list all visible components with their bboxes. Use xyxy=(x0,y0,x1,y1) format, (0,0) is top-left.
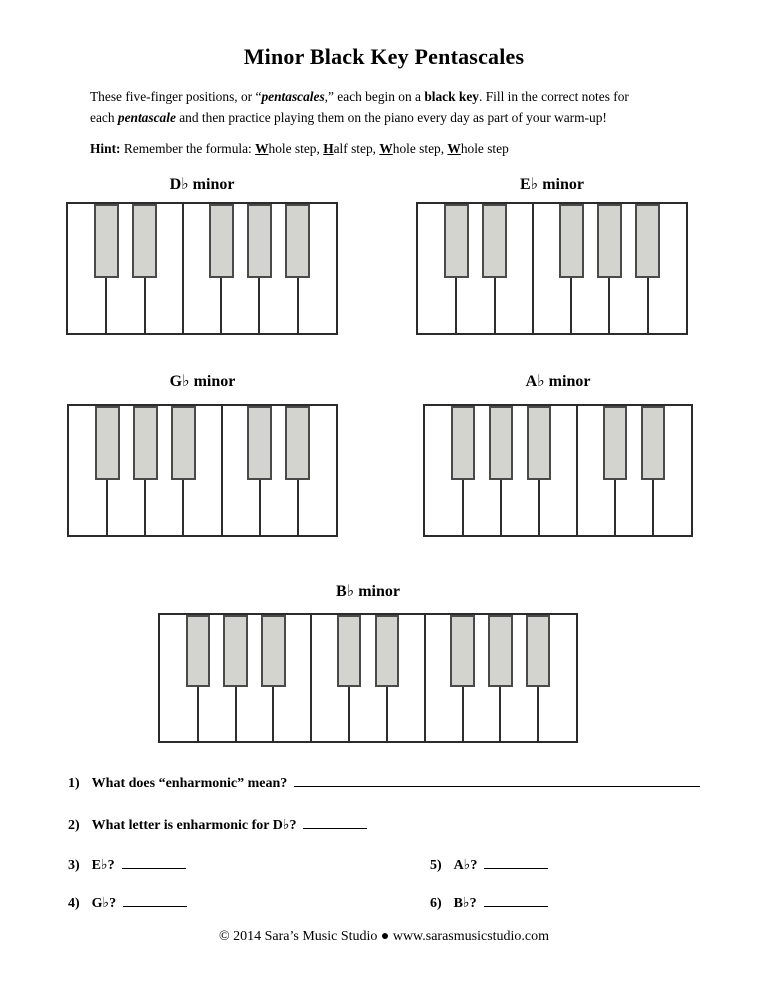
white-key-divider xyxy=(221,406,223,535)
question-number: 2) xyxy=(68,818,80,833)
white-key-divider xyxy=(386,687,388,741)
question-4 xyxy=(68,891,187,912)
white-key-divider xyxy=(182,480,184,535)
white-key-divider xyxy=(144,278,146,333)
keyboard-label-ab-minor: A♭ minor xyxy=(525,373,591,390)
intro-text: each xyxy=(90,110,118,125)
intro-text: and then practice playing them on the piano every day as part of your warm-up! xyxy=(175,110,607,125)
intro-line-1 xyxy=(90,86,629,107)
white-key-divider xyxy=(500,480,502,535)
hint-line xyxy=(90,141,509,157)
black-key xyxy=(247,406,272,480)
black-key xyxy=(559,204,584,278)
intro-paragraph xyxy=(90,86,629,128)
answer-blank xyxy=(484,853,548,869)
white-key-divider xyxy=(235,687,237,741)
black-key xyxy=(603,406,628,480)
white-key-divider xyxy=(537,687,539,741)
copyright-footer: © 2014 Sara’s Music Studio ● www.sarasmusicstudio.com xyxy=(218,929,550,944)
keyboard-diagram-ab-minor xyxy=(423,404,693,537)
hint-text: hole step xyxy=(460,141,509,156)
question-number: 1) xyxy=(68,776,80,791)
keyboard-diagram-eb-minor xyxy=(416,202,688,335)
black-key xyxy=(450,615,475,687)
question-text: A♭? xyxy=(453,858,478,873)
black-key xyxy=(375,615,400,687)
black-key xyxy=(285,406,310,480)
keyboard-label-eb-minor: E♭ minor xyxy=(520,176,584,193)
white-key-divider xyxy=(197,687,199,741)
question-5 xyxy=(430,853,548,874)
answer-blank xyxy=(303,813,367,829)
white-key-divider xyxy=(494,278,496,333)
intro-text: ,” each begin on a xyxy=(324,89,425,104)
question-2 xyxy=(68,813,367,834)
hint-whole-initial: W xyxy=(255,141,269,156)
keyboard-label-bb-minor: B♭ minor xyxy=(336,583,400,600)
white-key-divider xyxy=(532,204,534,333)
question-6 xyxy=(430,891,548,912)
hint-text: Remember the formula: xyxy=(120,141,256,156)
keyboard-label-db-minor: D♭ minor xyxy=(169,176,235,193)
black-key xyxy=(285,204,310,278)
white-key-divider xyxy=(106,480,108,535)
white-key-divider xyxy=(105,278,107,333)
question-number: 6) xyxy=(430,896,442,911)
black-key xyxy=(132,204,157,278)
white-key-divider xyxy=(647,278,649,333)
black-key xyxy=(641,406,666,480)
black-key xyxy=(451,406,476,480)
white-key-divider xyxy=(499,687,501,741)
question-text: E♭? xyxy=(91,858,115,873)
hint-label: Hint: xyxy=(90,141,121,156)
intro-line-2 xyxy=(90,107,629,128)
keyboard-diagram-gb-minor xyxy=(67,404,338,537)
question-1 xyxy=(68,771,700,792)
intro-emphasis-pentascale: pentascale xyxy=(117,110,176,125)
white-key-divider xyxy=(258,278,260,333)
white-key-divider xyxy=(272,687,274,741)
intro-text: . Fill in the correct notes for xyxy=(479,89,629,104)
black-key xyxy=(597,204,622,278)
hint-text: hole step, xyxy=(392,141,448,156)
hint-whole-initial: W xyxy=(379,141,393,156)
question-text: G♭? xyxy=(91,896,117,911)
black-key xyxy=(337,615,362,687)
black-key xyxy=(247,204,272,278)
answer-blank xyxy=(484,891,548,907)
white-key-divider xyxy=(259,480,261,535)
black-key xyxy=(171,406,196,480)
black-key xyxy=(209,204,234,278)
question-text: B♭? xyxy=(453,896,477,911)
black-key xyxy=(527,406,552,480)
white-key-divider xyxy=(348,687,350,741)
answer-blank xyxy=(123,891,187,907)
intro-text: These five-finger positions, or “ xyxy=(90,89,262,104)
hint-half-initial: H xyxy=(323,141,334,156)
white-key-divider xyxy=(144,480,146,535)
black-key xyxy=(635,204,660,278)
white-key-divider xyxy=(576,406,578,535)
black-key xyxy=(526,615,551,687)
question-text: What letter is enharmonic for D♭? xyxy=(91,818,297,833)
black-key xyxy=(223,615,248,687)
white-key-divider xyxy=(614,480,616,535)
black-key xyxy=(261,615,286,687)
question-number: 5) xyxy=(430,858,442,873)
white-key-divider xyxy=(652,480,654,535)
question-3 xyxy=(68,853,186,874)
white-key-divider xyxy=(570,278,572,333)
white-key-divider xyxy=(462,480,464,535)
black-key xyxy=(488,615,513,687)
black-key xyxy=(133,406,158,480)
white-key-divider xyxy=(297,480,299,535)
hint-whole-initial: W xyxy=(447,141,461,156)
intro-emphasis-black-key: black key xyxy=(424,89,479,104)
keyboard-diagram-bb-minor xyxy=(158,613,578,743)
keyboard-label-gb-minor: G♭ minor xyxy=(169,373,236,390)
question-number: 4) xyxy=(68,896,80,911)
white-key-divider xyxy=(297,278,299,333)
black-key xyxy=(482,204,507,278)
black-key xyxy=(94,204,119,278)
question-text: What does “enharmonic” mean? xyxy=(91,776,288,791)
black-key xyxy=(444,204,469,278)
black-key xyxy=(95,406,120,480)
keyboard-diagram-db-minor xyxy=(66,202,338,335)
black-key xyxy=(489,406,514,480)
worksheet-title: Minor Black Key Pentascales xyxy=(243,44,525,69)
intro-emphasis-pentascales: pentascales xyxy=(261,89,325,104)
white-key-divider xyxy=(455,278,457,333)
white-key-divider xyxy=(182,204,184,333)
question-number: 3) xyxy=(68,858,80,873)
hint-text: alf step, xyxy=(333,141,380,156)
answer-blank xyxy=(294,771,700,787)
answer-blank xyxy=(122,853,186,869)
white-key-divider xyxy=(220,278,222,333)
white-key-divider xyxy=(424,615,426,741)
black-key xyxy=(186,615,211,687)
white-key-divider xyxy=(462,687,464,741)
white-key-divider xyxy=(608,278,610,333)
hint-text: hole step, xyxy=(268,141,324,156)
white-key-divider xyxy=(538,480,540,535)
white-key-divider xyxy=(310,615,312,741)
